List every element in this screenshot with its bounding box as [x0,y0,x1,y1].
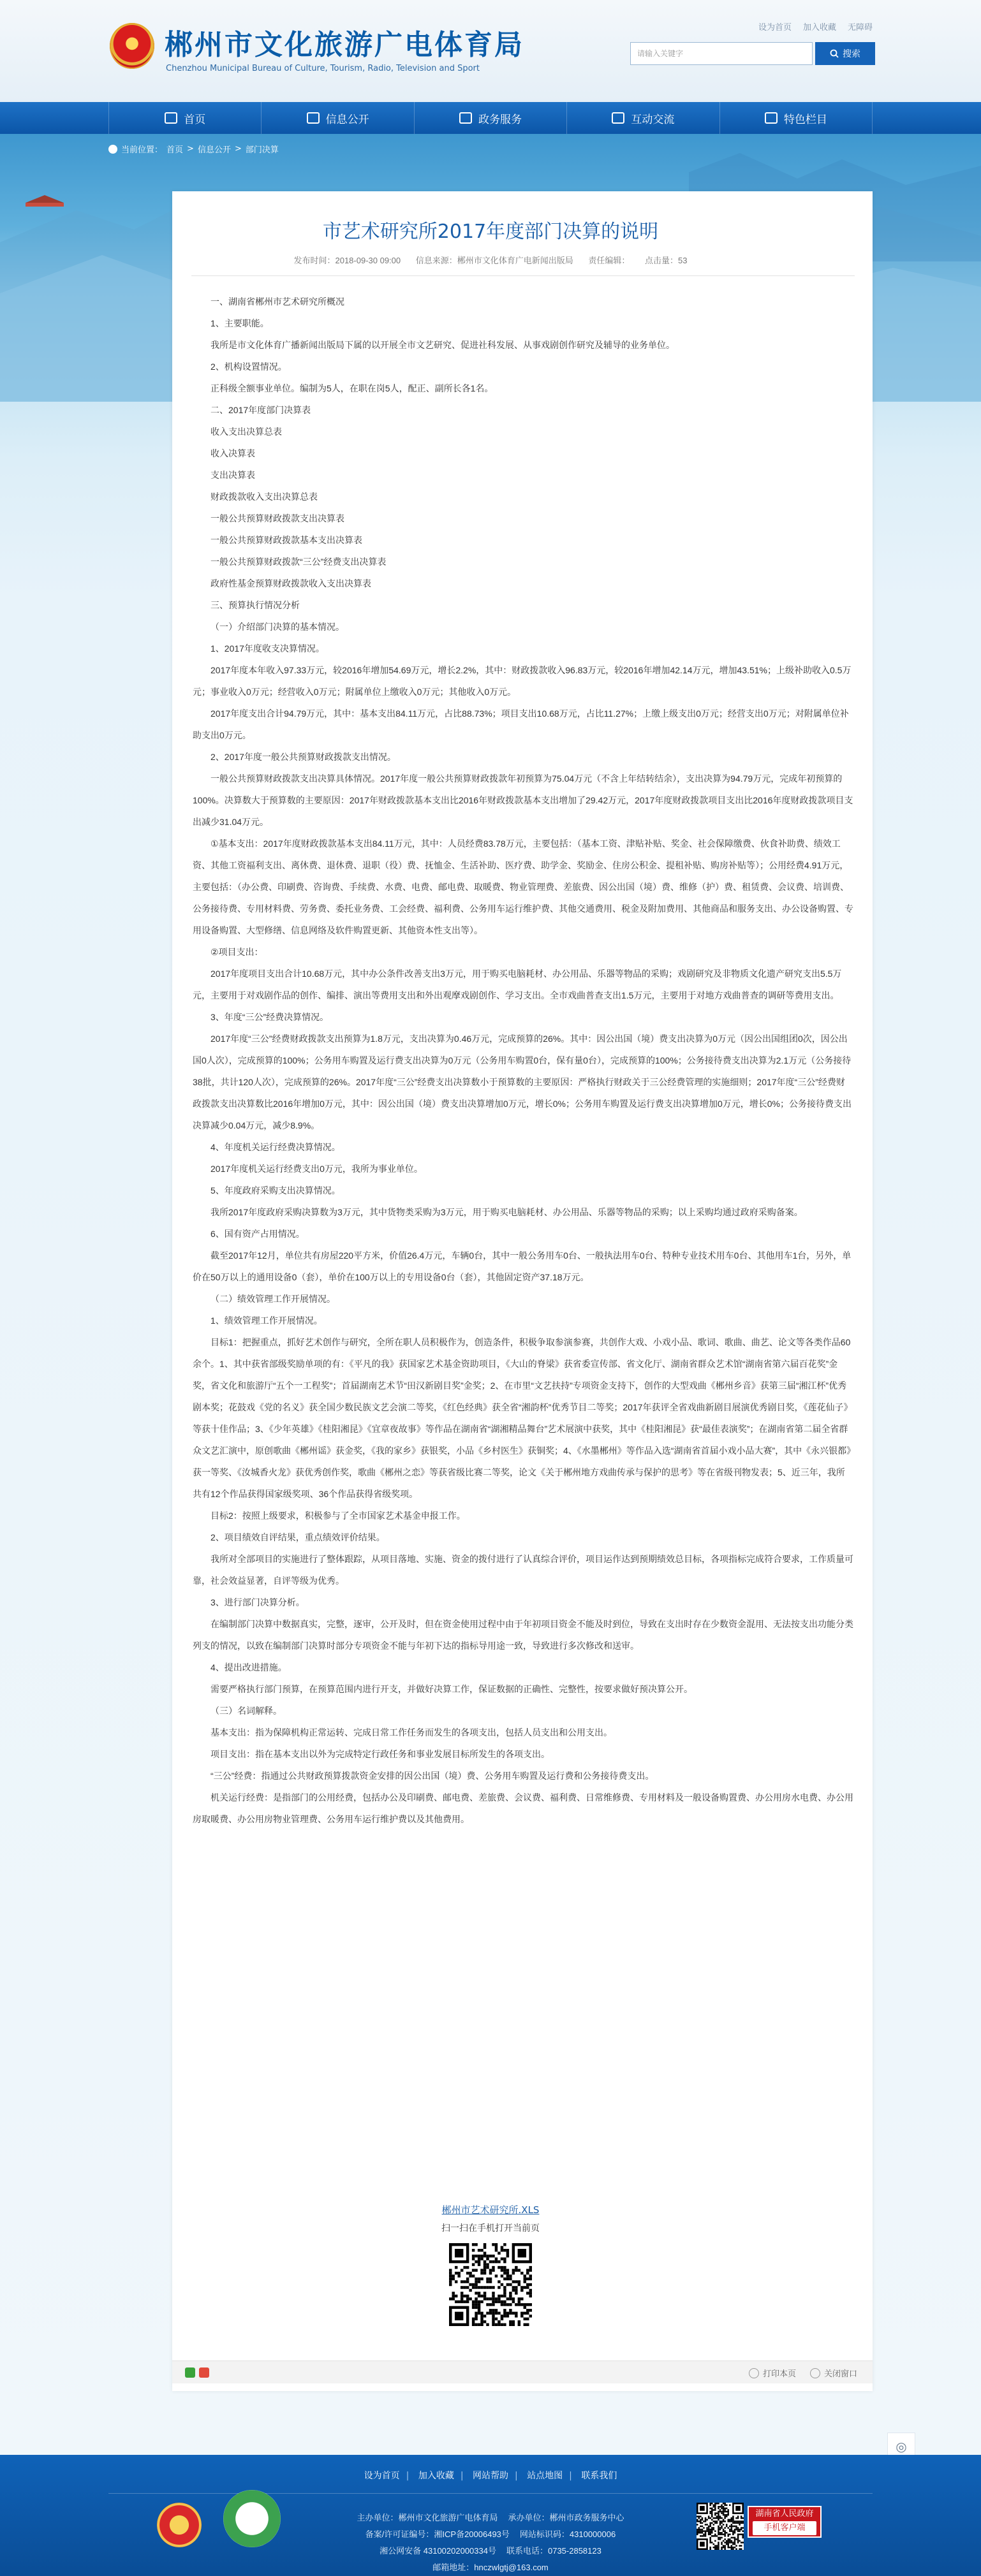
location-icon [108,145,117,154]
article-paragraph: 1、2017年度收支决算情况。 [210,643,325,654]
article-paragraph: 一般公共预算财政拨款基本支出决算表 [210,535,362,545]
phone: 联系电话：0735-2858123 [506,2546,601,2556]
home-icon [165,112,177,124]
print-label: 打印本页 [762,2369,796,2379]
article-paragraph: 2、2017年度一般公共预算财政拨款支出情况。 [210,752,396,762]
footer-link-help[interactable]: 网站帮助 [473,2471,508,2481]
footer-divider [108,2493,873,2494]
article-body [193,291,853,1830]
main-nav [0,102,981,134]
article-paragraph: 支出决算表 [210,470,255,480]
article-paragraph: 需要严格执行部门预算，在预算范围内进行开支，并做好决算工作，保证数据的正确性、完整性，按要求做好预决算公开。 [210,1684,693,1694]
breadcrumb-sep: > [234,144,242,154]
gov-site-error-correction-icon[interactable] [223,2490,281,2547]
footer-link-home[interactable]: 设为首页 [364,2471,400,2481]
separator: | [406,2471,409,2481]
close-label: 关闭窗口 [823,2369,857,2379]
search-icon [830,49,839,58]
nav-item-label: 互动交流 [631,113,675,126]
top-link-accessibility[interactable]: 无障碍 [847,23,873,33]
site-title: 郴州市文化旅游广电体育局 [165,29,524,61]
close-window-button[interactable] [810,2367,857,2379]
share-icons [185,2367,209,2378]
article-paragraph: 4、年度机关运行经费决算情况。 [210,1142,341,1152]
article-paragraph: 2、机构设置情况。 [210,362,287,372]
article-paragraph: 2017年度本年收入97.33万元，较2016年增加54.69万元，增长2.2%，其中：财政拨款收入96.83万元，较2016年增加42.14万元，增加43.51%；上级补助收入0.5万元；事业收入0万元；经营收入0万元；附属单位上缴收入0万元；其他收入0万元。 [193,665,852,697]
nav-item-interaction[interactable] [567,102,719,134]
article-paragraph: 2、项目绩效自评结果，重点绩效评价结果。 [210,1532,385,1542]
weibo-icon[interactable] [199,2367,209,2378]
article-paragraph: 5、年度政府采购支出决算情况。 [210,1185,341,1196]
divider [191,275,855,276]
footer-links [0,2469,981,2482]
icp-number[interactable]: 备案/许可证编号：湘ICP备20006493号 [365,2529,510,2539]
layers-icon [765,112,778,124]
article-paragraph: 2017年度支出合计94.79万元，其中：基本支出84.11万元，占比88.73%；项目支出10.68万元，占比11.27%；上缴上级支出0万元；经营支出0万元；对附属单位补助支出0万元。 [193,708,849,740]
breadcrumb-sep: > [187,144,194,154]
breadcrumb-info-public[interactable]: 信息公开 [197,145,231,155]
breadcrumb [108,143,279,155]
article-paragraph: 一般公共预算财政拨款支出决算具体情况。2017年度一般公共预算财政拨款年初预算为75.04万元（不含上年结转结余），支出决算为94.79万元，完成年初预算的100%。决算数大于预算数的主要原因：2017年财政拨款基本支出比2016年财政拨款基本支出增加了29.42万元，2017年度财政拨款项目支出比2016年度财政拨款项目支出减少31.04万元。 [193,773,853,827]
article-paragraph: ①基本支出：2017年度财政拨款基本支出84.11万元，其中：人员经费83.78万元，主要包括：（基本工资、津贴补贴、奖金、社会保障缴费、伙食补助费、绩效工资、其他工资福利支出、离休费、退休费、退职（役）费、抚恤金、生活补助、医疗费、助学金、奖励金、住房公积金、提租补贴、购房补贴等）；公用经费4.91万元，主要包括：（办公费、印刷费、咨询费、手续费、水费、电费、邮电费、取暖费、物业管理费、差旅费、因公出国（境）费、维修（护）费、租赁费、会议费、培训费、公务接待费、专用材料费、劳务费、委托业务费、工会经费、福利费、公务用车运行维护费、其他交通费用、税金及附加费用、其他商品和服务支出、办公设备购置、专用设备购置、大型修缮、信息网络及软件购置更新、其他资本性支出等）。 [193,838,853,935]
footer-link-contact[interactable]: 联系我们 [581,2471,617,2481]
wechat-icon[interactable] [185,2367,195,2378]
article-title: 市艺术研究所2017年度部门决算的说明 [322,221,659,243]
sponsor: 主办单位：郴州市文化旅游广电体育局 [357,2513,498,2522]
article-paragraph: （二）绩效管理工作开展情况。 [210,1294,336,1304]
article-paragraph: 正科级全额事业单位。编制为5人，在职在岗5人，配正、副所长各1名。 [210,383,494,393]
article-paragraph: 机关运行经费：是指部门的公用经费，包括办公及印刷费、邮电费、差旅费、会议费、福利费、日常维修费、专用材料及一般设备购置费、办公用房水电费、办公用房取暖费、办公用房物业管理费、公务用车运行维护费以及其他费用。 [193,1792,853,1824]
gov-badge-subtitle: 手机客户端 [753,2521,816,2535]
article-paragraph: 一般公共预算财政拨款“三公”经费支出决算表 [210,557,387,567]
article-paragraph: 收入支出决算总表 [210,427,282,437]
article-paragraph: 2017年度项目支出合计10.68万元，其中办公条件改善支出3万元，用于购买电脑耗材、办公用品、乐器等物品的采购；戏剧研究及非物质文化遗产研究支出5.5万元，主要用于对戏剧作品的创作、编排、演出等费用支出和外出观摩戏剧创作、学习支出。全市戏曲普查支出1.5万元，主要用于对地方戏曲普查的调研等费用支出。 [193,969,842,1000]
view-count: 点击量：53 [645,256,688,265]
top-link-set-home[interactable]: 设为首页 [758,23,792,33]
article-paragraph: 三、预算执行情况分析 [210,600,300,610]
article-meta [0,254,981,266]
nav-item-featured[interactable] [720,102,873,134]
print-button[interactable] [749,2367,796,2379]
site-header [0,0,981,102]
party-emblem-icon[interactable] [157,2503,202,2547]
close-icon [810,2368,820,2378]
article-paragraph: 一般公共预算财政拨款支出决算表 [210,513,344,523]
article-paragraph: （三）名词解释。 [210,1706,282,1716]
footer-qr-code-icon [697,2503,744,2550]
article-paragraph: 我所对全部项目的实施进行了整体跟踪，从项目落地、实施、资金的拨付进行了认真综合评价，项目运作达到预期绩效总目标，各项指标完成符合要求，工作质量可靠，社会效益显著，自评等级为优秀。 [193,1554,853,1586]
nav-item-label: 首页 [184,113,206,126]
article-paragraph: 3、进行部门决算分析。 [210,1597,305,1607]
article-paragraph: 截至2017年12月，单位共有房屋220平方米，价值26.4万元，车辆0台，其中一般公务用车0台、一般执法用车0台、特种专业技术用车0台、其他用车1台，另外，单价在50万以上的通用设备0（套），单价在100万以上的专用设备0台（套），其他固定资产37.18万元。 [193,1250,852,1282]
separator: | [460,2471,464,2481]
article-paragraph: 政府性基金预算财政拨款收入支出决算表 [210,578,371,589]
article-paragraph: 4、提出改进措施。 [210,1662,287,1672]
publish-time: 发布时间：2018-09-30 09:00 [293,256,401,265]
edit-icon [459,112,472,124]
site-code: 网站标识码：4310000006 [519,2529,616,2539]
search-button[interactable] [815,42,875,65]
separator: | [515,2471,518,2481]
search-button-label: 搜索 [843,48,860,59]
article-paragraph: 6、国有资产占用情况。 [210,1229,305,1239]
article-paragraph: 1、绩效管理工作开展情况。 [210,1315,323,1326]
document-icon [307,112,320,124]
nav-item-gov-service[interactable] [415,102,567,134]
breadcrumb-current[interactable]: 部门决算 [245,145,279,155]
site-subtitle: Chenzhou Municipal Bureau of Culture, Tourism, Radio, Television and Sport [166,64,480,73]
article-paragraph: 二、2017年度部门决算表 [210,405,311,415]
top-link-favorite[interactable]: 加入收藏 [802,23,836,33]
article-paragraph: 收入决算表 [210,448,255,458]
nav-item-label: 政务服务 [478,113,522,126]
gov-mobile-client-badge[interactable] [748,2506,822,2538]
article-paragraph: 3、年度“三公”经费决算情况。 [210,1012,329,1022]
footer-link-favorite[interactable]: 加入收藏 [418,2471,454,2481]
info-source: 信息来源：郴州市文化体育广电新闻出版局 [415,256,573,265]
article-paragraph: 我所是市文化体育广播新闻出版局下属的以开展全市文艺研究、促进社科发展、从事戏剧创作研究及辅导的业务单位。 [210,340,675,350]
article-paragraph: 项目支出：指在基本支出以外为完成特定行政任务和事业发展目标所发生的各项支出。 [210,1749,550,1759]
police-record[interactable]: 湘公网安备 43100202000334号 [380,2546,496,2556]
breadcrumb-home[interactable]: 首页 [166,145,184,155]
top-links [758,20,873,33]
organizer: 承办单位：郴州市政务服务中心 [508,2513,624,2522]
article-paragraph: 基本支出：指为保障机构正常运转、完成日常工作任务而发生的各项支出，包括人员支出和公用支出。 [210,1727,612,1738]
printer-icon [749,2368,759,2378]
email: 邮箱地址：hnczwlgtj@163.com [432,2563,549,2572]
qr-code-icon [449,2243,532,2326]
qr-caption: 扫一扫在手机打开当前页 [441,2223,540,2234]
article-paragraph: 财政拨款收入支出决算总表 [210,492,318,502]
footer-link-sitemap[interactable]: 站点地图 [527,2471,563,2481]
nav-item-label: 信息公开 [325,113,369,126]
weibo-icon: ◎ [896,2439,907,2454]
chat-icon [612,112,624,124]
footer-info [0,2510,981,2576]
nav-item-label: 特色栏目 [783,113,827,126]
gov-badge-title: 湖南省人民政府 [755,2509,814,2519]
breadcrumb-prefix: 当前位置： [121,145,163,155]
article-paragraph: 在编制部门决算中数据真实，完整，逐审，公开及时，但在资金使用过程中由于年初项目资金不能及时到位，导致在支出时存在少数资金混用、无法按支出功能分类列支的情况，以致在编制部门决算时部分专项资金不能与年初下达的指标导用途一致，导致进行多次修改和送审。 [193,1619,853,1651]
attachment-link[interactable]: 郴州市艺术研究所.XLS [441,2204,540,2216]
separator: | [569,2471,572,2481]
search-input[interactable]: 请输入关键字 [630,42,813,65]
article-paragraph: ②项目支出： [210,947,263,957]
article-paragraph: 目标2：按照上级要求，积极参与了全市国家艺术基金申报工作。 [210,1511,466,1521]
article-paragraph: 我所2017年度政府采购决算数为3万元，其中货物类采购为3万元，用于购买电脑耗材、办公用品、乐器等物品的采购；以上采购均通过政府采购备案。 [210,1207,803,1217]
nav-item-home[interactable] [108,102,262,134]
national-emblem-icon [110,23,154,69]
article-toolbar [172,2360,873,2383]
article-paragraph: 2017年度“三公”经费财政拨款支出预算为1.8万元，支出决算为0.46万元，完成预算的26%。其中：因公出国（境）费支出决算为0万元（因公出国组团0次，因公出国0人次），完成预算的100%；公务用车购置及运行费支出决算为0万元（公务用车购置0台，保有量0台），完成预算的100%；公务接待费支出决算为2.1万元（公务接待38批，共计120人次），完成预算的26%。2017年度“三公”经费支出决算数小于预算数的主要原因：严格执行财政关于三公经费管理的实施细则；2017年度“三公”经费财政拨款支出决算数比2016年增加0万元，其中：因公出国（境）费支出决算增加0万元，增长0%；公务用车购置及运行费支出决算增加0万元，增长0%；公务接待费支出决算减少0.04万元，减少8.9%。 [193,1034,852,1131]
article-paragraph: 2017年度机关运行经费支出0万元，我所为事业单位。 [210,1164,423,1174]
article-paragraph: 1、主要职能。 [210,318,269,328]
article-paragraph: 目标1：把握重点，抓好艺术创作与研究，全所在职人员积极作为，创造条件，积极争取参演参赛，共创作大戏、小戏小品、歌词、歌曲、曲艺、论文等各类作品60余个。1、其中获省部级奖励单项的有：《平凡的我》获国家艺术基金资助项目，《大山的脊梁》获省委宣传部、省文化厅、湖南省群众艺术馆“湖南省第六届百花奖”金奖，省文化和旅游厅“五个一工程奖”；首届湖南艺术节“田汉新剧目奖”金奖；2、在市里“文艺扶持”专项资金支持下，创作的大型戏曲《郴州乡音》获第三届“湘江杯”优秀剧本奖；花鼓戏《党的名义》获全国少数民族文艺会演二等奖，《红色经典》获全省“湘韵杯”优秀节目二等奖；2017年获评全省戏曲新剧目展演优秀剧目奖，《莲花仙子》等获十佳作品；3、《少年英雄》《桂阳湘昆》《宜章夜故事》等作品在湖南省“湖湘精品舞台”艺术展演中获奖，其中《桂阳湘昆》获“最佳表演奖”；在湖南省第二届全省群众文艺汇演中，原创歌曲《郴州谣》获金奖，《我的家乡》获银奖，小品《乡村医生》获铜奖；4、《水墨郴州》等作品入选“湖南省首届小戏小品大赛”，其中《永兴银都》获一等奖、《汝城香火龙》获优秀创作奖，歌曲《郴州之恋》等获省级比赛二等奖，论文《关于郴州地方戏曲传承与保护的思考》等在省级刊物发表；5、近三年，我所共有12个作品获得国家级奖项、36个作品获得省级奖项。 [193,1337,853,1499]
nav-item-info-public[interactable] [262,102,414,134]
editor: 责任编辑： [588,256,630,265]
article-paragraph: “三公”经费：指通过公共财政预算拨款资金安排的因公出国（境）费、公务用车购置及运行费和公务接待费支出。 [210,1771,654,1781]
site-footer [0,2455,981,2576]
article-paragraph: 一、湖南省郴州市艺术研究所概况 [210,296,344,307]
article-paragraph: （一）介绍部门决算的基本情况。 [210,622,344,632]
